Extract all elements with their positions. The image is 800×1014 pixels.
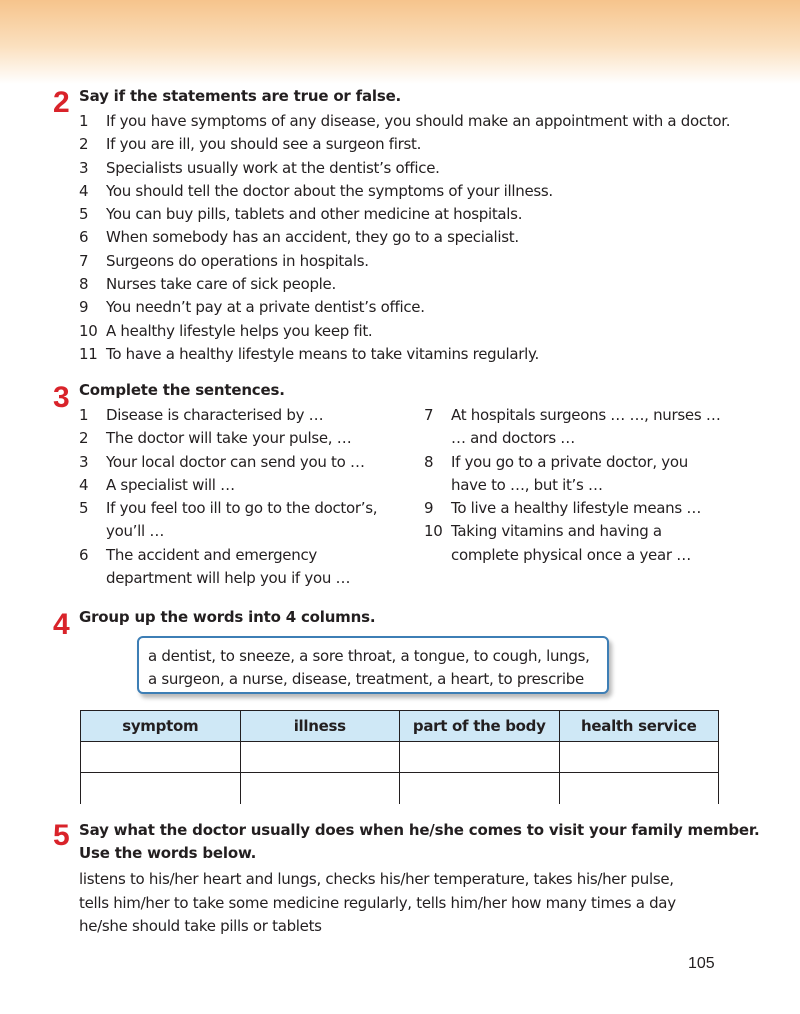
item-number: 5 [79,205,89,224]
exercise-5-title [79,819,759,865]
exercise-2-number: 2 [53,86,70,119]
list-item [79,544,389,591]
item-text: Nurses take care of sick people. [106,275,336,294]
item-number: 3 [79,158,89,177]
item-number: 10 [424,522,443,541]
item-number: 1 [79,112,89,130]
exercise-5-title-line: Say what the doctor usually does when he/she comes to visit your family member. [79,821,760,839]
exercise-5-title-line: Use the words below. [79,844,257,862]
item-text: A specialist will … [106,475,235,494]
item-number: 7 [79,251,89,270]
item-number: 4 [79,475,89,494]
list-item [79,497,389,544]
item-text: The accident and emergency department will help you if you … [106,545,351,588]
item-number: 8 [79,275,89,294]
list-item [424,451,724,498]
table-cell[interactable] [400,773,560,804]
list-item [79,474,389,497]
item-text: If you have symptoms of any disease, you should make an appointment with a doctor. [106,112,731,130]
column-header-illness: illness [240,711,400,742]
list-item [79,451,389,474]
table-cell[interactable] [81,773,241,804]
item-number: 5 [79,499,89,518]
item-text: Your local doctor can send you to … [106,452,365,471]
exercise-2-title: Say if the statements are true or false. [79,87,402,105]
grouping-table [80,710,719,804]
exercise-5-words-line: he/she should take pills or tablets [79,917,322,935]
exercise-4-number: 4 [53,608,70,641]
item-number: 6 [79,545,89,564]
item-number: 1 [79,406,89,424]
list-item [424,520,724,567]
item-text: To live a healthy lifestyle means … [451,499,702,518]
item-number: 2 [79,429,89,448]
word-box-line: a surgeon, a nurse, disease, treatment, a heart, to prescribe [148,670,584,688]
item-text: Surgeons do operations in hospitals. [106,251,369,270]
exercise-3-title: Complete the sentences. [79,381,285,399]
table-cell[interactable] [559,742,719,773]
item-text: You can buy pills, tablets and other medicine at hospitals. [106,205,523,224]
item-text: Disease is characterised by … [106,406,324,424]
exercise-5-number: 5 [53,819,70,852]
item-text: The doctor will take your pulse, … [106,429,352,448]
list-item [79,404,389,427]
exercise-3-number: 3 [53,381,70,414]
item-text: If you go to a private doctor, you have to …, but it’s … [451,452,688,494]
table-row [81,742,719,773]
item-number: 9 [79,298,89,317]
exercise-5-words-line: listens to his/her heart and lungs, checks his/her temperature, takes his/her pulse, [79,870,674,888]
item-number: 3 [79,452,89,471]
item-number: 7 [424,406,434,424]
table-cell[interactable] [559,773,719,804]
item-text: You needn’t pay at a private dentist’s office. [106,298,425,317]
exercise-5-words [79,868,719,939]
item-text: At hospitals surgeons … …, nurses … … and doctors … [451,406,721,448]
item-number: 2 [79,135,89,154]
item-text: If you are ill, you should see a surgeon first. [106,135,422,154]
table-cell[interactable] [400,742,560,773]
item-number: 6 [79,228,89,247]
table-cell[interactable] [81,742,241,773]
item-number: 4 [79,181,89,200]
item-number: 10 [79,321,98,340]
item-text: A healthy lifestyle helps you keep fit. [106,321,373,340]
item-text: If you feel too ill to go to the doctor’s, you’ll … [106,499,378,541]
word-box [137,636,609,694]
item-number: 11 [79,344,98,363]
exercise-3-left-column [79,404,389,590]
exercise-5-words-line: tells him/her to take some medicine regularly, tells him/her how many times a day [79,893,676,912]
item-text: Taking vitamins and having a complete physical once a year … [451,522,691,564]
page-number: 105 [688,955,715,972]
list-item [424,497,724,520]
item-number: 9 [424,499,434,518]
table-row [81,773,719,804]
column-header-part-of-body: part of the body [400,711,560,742]
column-header-health-service: health service [559,711,719,742]
exercise-3-right-column [424,404,724,567]
word-box-line: a dentist, to sneeze, a sore throat, a tongue, to cough, lungs, [148,647,590,665]
item-text: Specialists usually work at the dentist’s office. [106,158,440,177]
table-cell[interactable] [240,773,400,804]
table-cell[interactable] [240,742,400,773]
header-band [0,0,800,84]
item-number: 8 [424,452,434,471]
exercise-4-title: Group up the words into 4 columns. [79,608,376,626]
item-text: You should tell the doctor about the symptoms of your illness. [106,181,553,200]
item-text: When somebody has an accident, they go to a specialist. [106,228,519,247]
list-item [79,427,389,450]
list-item [424,404,724,451]
item-text: To have a healthy lifestyle means to take vitamins regularly. [106,344,539,363]
column-header-symptom: symptom [81,711,241,742]
